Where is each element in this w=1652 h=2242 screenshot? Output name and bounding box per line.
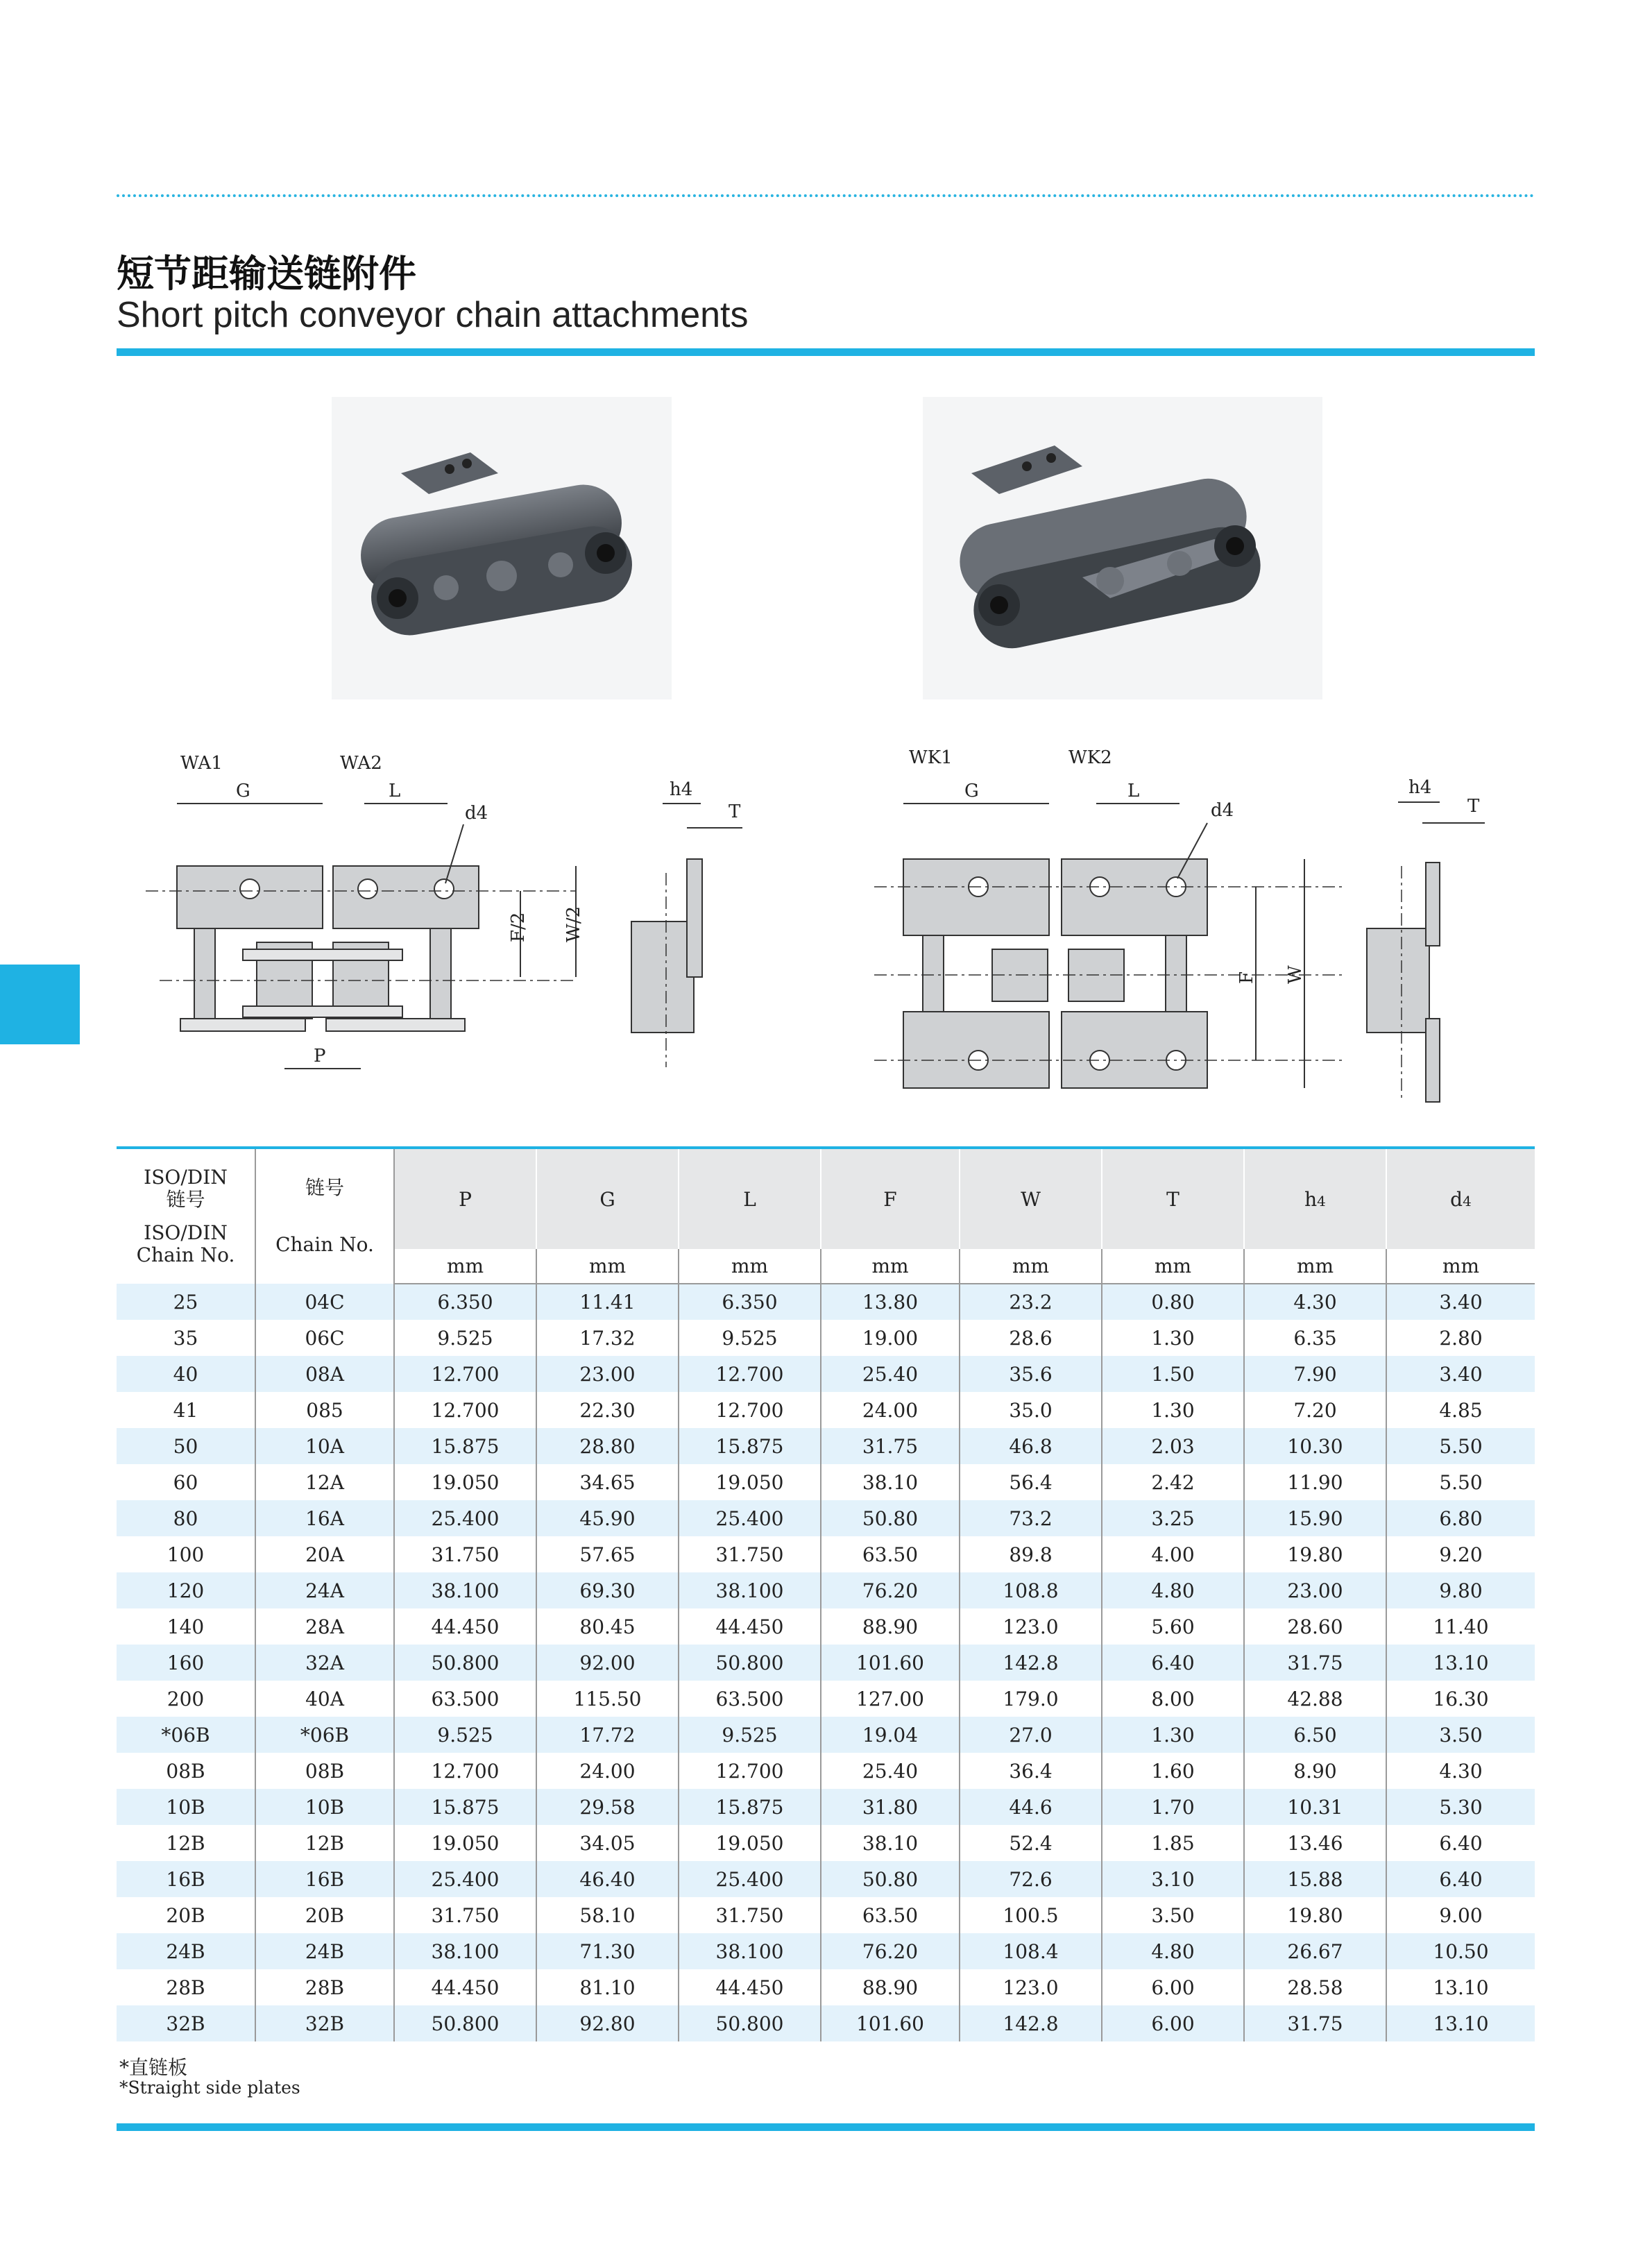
table-cell: 44.450: [679, 1608, 821, 1645]
wk-g-label: G: [964, 781, 979, 801]
table-cell: 08B: [255, 1753, 394, 1789]
table-cell: 4.80: [1102, 1572, 1244, 1608]
table-cell: 1.60: [1102, 1753, 1244, 1789]
table-cell: 13.10: [1386, 2005, 1535, 2041]
table-cell: 13.80: [821, 1284, 960, 1320]
table-cell: 28.6: [960, 1320, 1102, 1356]
table-cell: 200: [117, 1681, 255, 1717]
table-cell: 12B: [117, 1825, 255, 1861]
table-cell: 60: [117, 1464, 255, 1500]
wk-dimension-drawing: [860, 741, 1526, 1116]
table-cell: 92.00: [536, 1645, 679, 1681]
table-cell: 56.4: [960, 1464, 1102, 1500]
table-cell: 7.20: [1244, 1392, 1386, 1428]
table-cell: 140: [117, 1608, 255, 1645]
table-cell: 3.40: [1386, 1284, 1535, 1320]
table-cell: 50.80: [821, 1500, 960, 1536]
table-cell: 38.10: [821, 1825, 960, 1861]
table-cell: 5.50: [1386, 1428, 1535, 1464]
wk-w-label: W: [1285, 965, 1306, 984]
table-cell: 92.80: [536, 2005, 679, 2041]
table-cell: 12.700: [394, 1356, 536, 1392]
table-cell: 4.00: [1102, 1536, 1244, 1572]
table-cell: 31.750: [679, 1897, 821, 1933]
header-p: P: [394, 1148, 536, 1249]
unit-p: mm: [394, 1249, 536, 1284]
table-cell: 12.700: [679, 1392, 821, 1428]
header-w: W: [960, 1148, 1102, 1249]
table-cell: 16.30: [1386, 1681, 1535, 1717]
wk1-label: WK1: [909, 747, 953, 768]
table-cell: 50: [117, 1428, 255, 1464]
table-cell: 4.80: [1102, 1933, 1244, 1969]
wa-f2-label: F/2: [508, 912, 529, 942]
table-cell: 101.60: [821, 1645, 960, 1681]
unit-g: mm: [536, 1249, 679, 1284]
table-cell: 10B: [255, 1789, 394, 1825]
table-cell: 24B: [255, 1933, 394, 1969]
table-row: [117, 1933, 1535, 1969]
table-row: [117, 1392, 1535, 1428]
table-row: [117, 1536, 1535, 1572]
table-row: [117, 1320, 1535, 1356]
table-cell: 31.750: [679, 1536, 821, 1572]
table-cell: 38.10: [821, 1464, 960, 1500]
table-row: [117, 1572, 1535, 1608]
table-cell: 19.050: [679, 1464, 821, 1500]
wa-h4-label: h4: [670, 779, 693, 800]
table-cell: 25.400: [679, 1861, 821, 1897]
table-cell: 28B: [255, 1969, 394, 2005]
wa-dimension-drawing: [132, 741, 784, 1116]
table-cell: 9.525: [679, 1320, 821, 1356]
table-cell: 35: [117, 1320, 255, 1356]
table-cell: 100: [117, 1536, 255, 1572]
table-cell: 08A: [255, 1356, 394, 1392]
table-cell: 6.00: [1102, 2005, 1244, 2041]
table-cell: 36.4: [960, 1753, 1102, 1789]
table-cell: 5.60: [1102, 1608, 1244, 1645]
table-cell: 179.0: [960, 1681, 1102, 1717]
table-cell: 31.75: [1244, 2005, 1386, 2041]
table-cell: 12.700: [394, 1392, 536, 1428]
wa1-label: WA1: [180, 753, 223, 774]
table-row: [117, 1608, 1535, 1645]
unit-l: mm: [679, 1249, 821, 1284]
table-cell: 16A: [255, 1500, 394, 1536]
table-cell: 6.00: [1102, 1969, 1244, 2005]
chain-with-k-attachment-photo: [923, 397, 1322, 699]
table-cell: 35.0: [960, 1392, 1102, 1428]
table-row: [117, 1717, 1535, 1753]
table-cell: 24A: [255, 1572, 394, 1608]
table-cell: 0.80: [1102, 1284, 1244, 1320]
table-cell: 69.30: [536, 1572, 679, 1608]
table-cell: 25.400: [394, 1500, 536, 1536]
wa-w2-label: W/2: [563, 906, 584, 942]
table-cell: 24B: [117, 1933, 255, 1969]
wa-p-label: P: [314, 1046, 326, 1067]
table-cell: 10A: [255, 1428, 394, 1464]
table-cell: 27.0: [960, 1717, 1102, 1753]
table-cell: 16B: [255, 1861, 394, 1897]
table-cell: 50.800: [394, 1645, 536, 1681]
table-cell: 16B: [117, 1861, 255, 1897]
table-cell: 4.85: [1386, 1392, 1535, 1428]
table-row: [117, 1645, 1535, 1681]
table-cell: 9.525: [394, 1717, 536, 1753]
table-cell: 89.8: [960, 1536, 1102, 1572]
spec-table: [117, 1146, 1535, 2041]
table-cell: 12.700: [679, 1753, 821, 1789]
table-cell: 108.4: [960, 1933, 1102, 1969]
table-cell: 10B: [117, 1789, 255, 1825]
table-cell: 8.00: [1102, 1681, 1244, 1717]
table-cell: 50.800: [679, 1645, 821, 1681]
table-cell: 19.00: [821, 1320, 960, 1356]
wk-l-label: L: [1127, 781, 1140, 801]
table-cell: 50.800: [394, 2005, 536, 2041]
table-cell: 19.050: [679, 1825, 821, 1861]
table-cell: 085: [255, 1392, 394, 1428]
table-cell: 15.88: [1244, 1861, 1386, 1897]
table-cell: 08B: [117, 1753, 255, 1789]
table-cell: 06C: [255, 1320, 394, 1356]
table-cell: 120: [117, 1572, 255, 1608]
header-l: L: [679, 1148, 821, 1249]
table-cell: 20B: [255, 1897, 394, 1933]
table-cell: 26.67: [1244, 1933, 1386, 1969]
table-cell: 31.80: [821, 1789, 960, 1825]
table-cell: 31.750: [394, 1536, 536, 1572]
table-cell: 31.75: [1244, 1645, 1386, 1681]
table-cell: 23.2: [960, 1284, 1102, 1320]
table-cell: 50.800: [679, 2005, 821, 2041]
title-underline-bar: [117, 348, 1535, 356]
table-cell: 15.875: [679, 1428, 821, 1464]
table-cell: 7.90: [1244, 1356, 1386, 1392]
table-cell: 1.30: [1102, 1392, 1244, 1428]
table-cell: 25.400: [394, 1861, 536, 1897]
table-cell: 52.4: [960, 1825, 1102, 1861]
table-cell: 123.0: [960, 1608, 1102, 1645]
table-cell: 100.5: [960, 1897, 1102, 1933]
table-cell: 9.525: [679, 1717, 821, 1753]
unit-w: mm: [960, 1249, 1102, 1284]
table-cell: 22.30: [536, 1392, 679, 1428]
footnote-cn: *直链板: [119, 2056, 188, 2079]
table-row: [117, 1356, 1535, 1392]
table-cell: 34.05: [536, 1825, 679, 1861]
table-cell: 3.50: [1102, 1897, 1244, 1933]
table-cell: 127.00: [821, 1681, 960, 1717]
table-cell: 1.70: [1102, 1789, 1244, 1825]
table-cell: 44.6: [960, 1789, 1102, 1825]
table-cell: 13.10: [1386, 1645, 1535, 1681]
table-cell: 10.31: [1244, 1789, 1386, 1825]
table-cell: 17.72: [536, 1717, 679, 1753]
table-cell: 13.10: [1386, 1969, 1535, 2005]
table-cell: 38.100: [679, 1572, 821, 1608]
table-cell: 11.40: [1386, 1608, 1535, 1645]
header-iso-din: ISO/DIN 链号 ISO/DIN Chain No.: [117, 1148, 255, 1284]
table-cell: 3.50: [1386, 1717, 1535, 1753]
table-cell: 38.100: [394, 1933, 536, 1969]
table-cell: 42.88: [1244, 1681, 1386, 1717]
table-cell: 20B: [117, 1897, 255, 1933]
table-cell: 10.50: [1386, 1933, 1535, 1969]
table-cell: 6.40: [1386, 1861, 1535, 1897]
table-cell: 5.50: [1386, 1464, 1535, 1500]
table-cell: 6.40: [1102, 1645, 1244, 1681]
bottom-bar: [117, 2123, 1535, 2131]
table-cell: 35.6: [960, 1356, 1102, 1392]
table-cell: 63.500: [679, 1681, 821, 1717]
table-cell: 142.8: [960, 1645, 1102, 1681]
page-title-en: Short pitch conveyor chain attachments: [117, 295, 749, 335]
table-cell: 6.40: [1386, 1825, 1535, 1861]
wa-d4-label: d4: [465, 803, 488, 824]
table-cell: 04C: [255, 1284, 394, 1320]
table-cell: 63.500: [394, 1681, 536, 1717]
table-cell: 25.40: [821, 1753, 960, 1789]
table-cell: 4.30: [1386, 1753, 1535, 1789]
table-row: [117, 1969, 1535, 2005]
table-cell: 19.80: [1244, 1536, 1386, 1572]
table-cell: 88.90: [821, 1969, 960, 2005]
wk-d4-label: d4: [1211, 800, 1234, 821]
table-cell: 15.875: [394, 1428, 536, 1464]
table-row: [117, 1789, 1535, 1825]
table-cell: 23.00: [1244, 1572, 1386, 1608]
table-cell: 34.65: [536, 1464, 679, 1500]
table-cell: 71.30: [536, 1933, 679, 1969]
table-row: [117, 1464, 1535, 1500]
table-cell: 31.750: [394, 1897, 536, 1933]
table-cell: 115.50: [536, 1681, 679, 1717]
table-cell: 44.450: [394, 1969, 536, 2005]
page-title-cn: 短节距输送链附件: [117, 252, 416, 296]
table-row: [117, 1897, 1535, 1933]
top-dotted-rule: [117, 194, 1535, 197]
table-cell: 4.30: [1244, 1284, 1386, 1320]
table-cell: 1.50: [1102, 1356, 1244, 1392]
table-cell: 12.700: [394, 1753, 536, 1789]
side-tab-marker: [0, 965, 80, 1044]
table-cell: 40A: [255, 1681, 394, 1717]
table-cell: 32B: [255, 2005, 394, 2041]
table-cell: 32A: [255, 1645, 394, 1681]
table-cell: 20A: [255, 1536, 394, 1572]
table-cell: 11.90: [1244, 1464, 1386, 1500]
table-cell: 24.00: [536, 1753, 679, 1789]
table-cell: 101.60: [821, 2005, 960, 2041]
unit-t: mm: [1102, 1249, 1244, 1284]
table-cell: 38.100: [679, 1933, 821, 1969]
table-cell: 123.0: [960, 1969, 1102, 2005]
table-cell: 9.525: [394, 1320, 536, 1356]
table-cell: *06B: [117, 1717, 255, 1753]
table-cell: 142.8: [960, 2005, 1102, 2041]
table-cell: 45.90: [536, 1500, 679, 1536]
table-cell: 28A: [255, 1608, 394, 1645]
table-cell: 38.100: [394, 1572, 536, 1608]
table-cell: 58.10: [536, 1897, 679, 1933]
table-cell: 50.80: [821, 1861, 960, 1897]
table-cell: 44.450: [679, 1969, 821, 2005]
table-cell: 41: [117, 1392, 255, 1428]
wa-g-label: G: [236, 781, 250, 801]
table-row: [117, 1428, 1535, 1464]
footnote-en: *Straight side plates: [119, 2078, 300, 2098]
chain-with-a-attachment-photo: [332, 397, 672, 699]
table-cell: 6.35: [1244, 1320, 1386, 1356]
table-cell: 6.350: [394, 1284, 536, 1320]
table-cell: 32B: [117, 2005, 255, 2041]
table-cell: 72.6: [960, 1861, 1102, 1897]
header-h4: h4: [1244, 1148, 1386, 1249]
table-cell: 76.20: [821, 1572, 960, 1608]
table-cell: 2.03: [1102, 1428, 1244, 1464]
table-cell: 6.50: [1244, 1717, 1386, 1753]
table-cell: 10.30: [1244, 1428, 1386, 1464]
table-cell: 63.50: [821, 1536, 960, 1572]
table-cell: 23.00: [536, 1356, 679, 1392]
table-row: [117, 1500, 1535, 1536]
table-cell: 1.85: [1102, 1825, 1244, 1861]
table-cell: 19.04: [821, 1717, 960, 1753]
table-cell: 81.10: [536, 1969, 679, 2005]
table-row: [117, 1284, 1535, 1320]
table-cell: 28B: [117, 1969, 255, 2005]
table-cell: 63.50: [821, 1897, 960, 1933]
table-cell: 1.30: [1102, 1717, 1244, 1753]
table-cell: 6.80: [1386, 1500, 1535, 1536]
table-cell: 15.875: [679, 1789, 821, 1825]
table-cell: 15.90: [1244, 1500, 1386, 1536]
table-cell: 11.41: [536, 1284, 679, 1320]
table-cell: 108.8: [960, 1572, 1102, 1608]
unit-f: mm: [821, 1249, 960, 1284]
table-cell: 31.75: [821, 1428, 960, 1464]
table-cell: 80.45: [536, 1608, 679, 1645]
table-cell: 25: [117, 1284, 255, 1320]
table-cell: 6.350: [679, 1284, 821, 1320]
table-cell: 76.20: [821, 1933, 960, 1969]
table-cell: 28.80: [536, 1428, 679, 1464]
table-row: [117, 1861, 1535, 1897]
table-cell: 17.32: [536, 1320, 679, 1356]
table-row: [117, 2005, 1535, 2041]
table-cell: 1.30: [1102, 1320, 1244, 1356]
wk-h4-label: h4: [1408, 777, 1432, 798]
table-cell: 9.20: [1386, 1536, 1535, 1572]
table-cell: *06B: [255, 1717, 394, 1753]
table-cell: 8.90: [1244, 1753, 1386, 1789]
table-cell: 12A: [255, 1464, 394, 1500]
header-g: G: [536, 1148, 679, 1249]
table-row: [117, 1753, 1535, 1789]
table-cell: 13.46: [1244, 1825, 1386, 1861]
header-d4: d4: [1386, 1148, 1535, 1249]
table-row: [117, 1681, 1535, 1717]
table-cell: 25.40: [821, 1356, 960, 1392]
wk-f-label: F: [1236, 971, 1257, 984]
header-chain-no: 链号 Chain No.: [255, 1148, 394, 1284]
table-cell: 88.90: [821, 1608, 960, 1645]
unit-d4: mm: [1386, 1249, 1535, 1284]
table-cell: 2.42: [1102, 1464, 1244, 1500]
table-cell: 46.8: [960, 1428, 1102, 1464]
header-t: T: [1102, 1148, 1244, 1249]
table-cell: 9.80: [1386, 1572, 1535, 1608]
wa2-label: WA2: [340, 753, 382, 774]
table-cell: 2.80: [1386, 1320, 1535, 1356]
table-cell: 28.60: [1244, 1608, 1386, 1645]
table-cell: 3.25: [1102, 1500, 1244, 1536]
table-cell: 9.00: [1386, 1897, 1535, 1933]
table-cell: 3.10: [1102, 1861, 1244, 1897]
table-cell: 12.700: [679, 1356, 821, 1392]
table-cell: 160: [117, 1645, 255, 1681]
table-cell: 24.00: [821, 1392, 960, 1428]
table-row: [117, 1825, 1535, 1861]
table-cell: 29.58: [536, 1789, 679, 1825]
wa-t-label: T: [729, 801, 741, 822]
wk-t-label: T: [1467, 796, 1480, 817]
table-cell: 28.58: [1244, 1969, 1386, 2005]
table-cell: 44.450: [394, 1608, 536, 1645]
header-f: F: [821, 1148, 960, 1249]
table-cell: 73.2: [960, 1500, 1102, 1536]
table-cell: 15.875: [394, 1789, 536, 1825]
wa-l-label: L: [389, 781, 401, 801]
table-cell: 3.40: [1386, 1356, 1535, 1392]
table-cell: 19.80: [1244, 1897, 1386, 1933]
table-cell: 12B: [255, 1825, 394, 1861]
table-cell: 25.400: [679, 1500, 821, 1536]
wk2-label: WK2: [1068, 747, 1112, 768]
table-cell: 40: [117, 1356, 255, 1392]
table-cell: 80: [117, 1500, 255, 1536]
table-cell: 46.40: [536, 1861, 679, 1897]
table-cell: 5.30: [1386, 1789, 1535, 1825]
table-cell: 57.65: [536, 1536, 679, 1572]
unit-h4: mm: [1244, 1249, 1386, 1284]
table-cell: 19.050: [394, 1825, 536, 1861]
table-cell: 19.050: [394, 1464, 536, 1500]
